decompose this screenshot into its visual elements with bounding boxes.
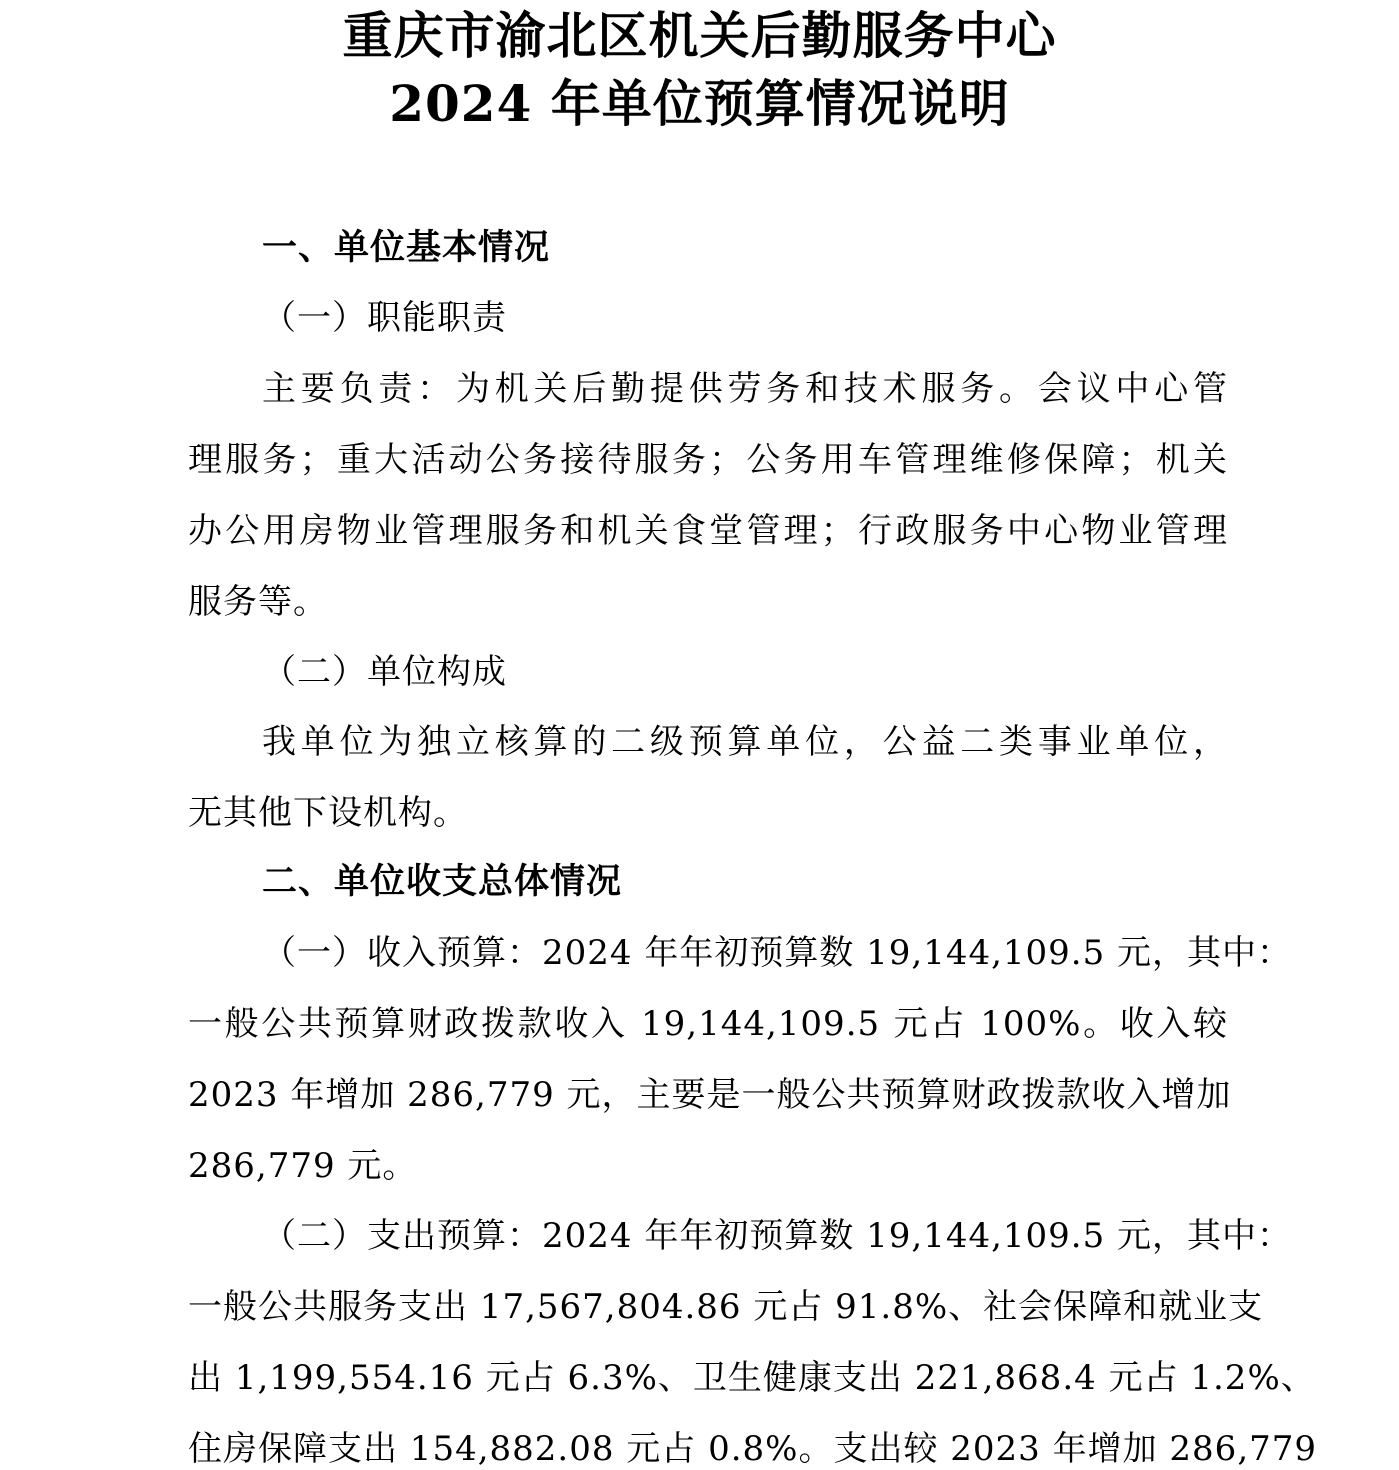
paragraph-line: 服务等。 <box>188 582 328 622</box>
paragraph-line: 我单位为独立核算的二级预算单位，公益二类事业单位， <box>262 722 1228 762</box>
expense-budget-line: 住房保障支出 154,882.08 元占 0.8%。支出较 2023 年增加 286,779 <box>188 1429 1318 1469</box>
income-budget-line: 286,779 元。 <box>188 1146 418 1186</box>
subsection-1-2-heading: （二）单位构成 <box>262 652 507 692</box>
document-title-line-1: 重庆市渝北区机关后勤服务中心 <box>342 6 1057 65</box>
paragraph-line: 主要负责：为机关后勤提供劳务和技术服务。会议中心管 <box>262 369 1228 409</box>
paragraph-line: 理服务；重大活动公务接待服务；公务用车管理维修保障；机关 <box>188 440 1228 480</box>
paragraph-line: 办公用房物业管理服务和机关食堂管理；行政服务中心物业管理 <box>188 511 1228 551</box>
section-1-heading: 一、单位基本情况 <box>262 227 551 268</box>
subsection-1-1-heading: （一）职能职责 <box>262 298 507 338</box>
income-budget-line: （一）收入预算：2024 年年初预算数 19,144,109.5 元，其中： <box>262 933 1293 973</box>
paragraph-line: 无其他下设机构。 <box>188 793 468 833</box>
document-title-line-2: 2024 年单位预算情况说明 <box>389 74 1010 133</box>
expense-budget-line: （二）支出预算：2024 年年初预算数 19,144,109.5 元，其中： <box>262 1216 1293 1256</box>
expense-budget-line: 出 1,199,554.16 元占 6.3%、卫生健康支出 221,868.4 元占 1.2%、 <box>188 1358 1316 1398</box>
income-budget-line: 一般公共预算财政拨款收入 19,144,109.5 元占 100%。收入较 <box>188 1004 1228 1044</box>
income-budget-line: 2023 年增加 286,779 元，主要是一般公共预算财政拨款收入增加 <box>188 1075 1232 1115</box>
expense-budget-line: 一般公共服务支出 17,567,804.86 元占 91.8%、社会保障和就业支 <box>188 1287 1264 1327</box>
section-2-heading: 二、单位收支总体情况 <box>262 861 623 902</box>
